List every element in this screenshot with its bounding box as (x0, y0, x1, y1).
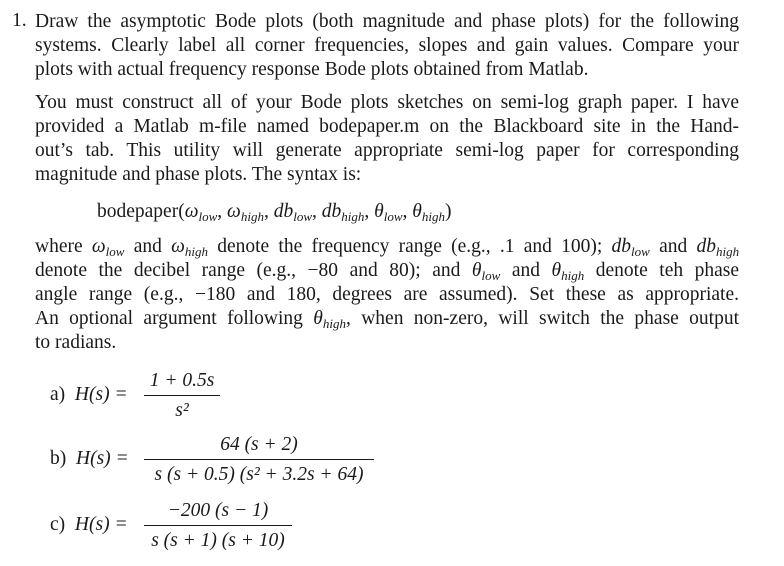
intro-line-1: Draw the asymptotic Bode plots (both magnitude and phase plots) for the following (35, 11, 739, 32)
system-b-label: b) H(s) = (50, 448, 129, 469)
para3-line-3: angle range (e.g., −180 and 180, degrees are assumed). Set these as appropriate. (35, 284, 739, 305)
system-c-denominator: s (s + 1) (s + 10) (151, 530, 285, 552)
system-c-label: c) H(s) = (50, 514, 128, 535)
system-b-denominator: s (s + 0.5) (s² + 3.2s + 64) (154, 464, 364, 486)
para2-line-4: magnitude and phase plots. The syntax is: (35, 164, 362, 185)
para2-line-2: provided a Matlab m-file named bodepaper.m on the Blackboard site in the Hand- (35, 116, 739, 137)
system-a-label: a) H(s) = (50, 384, 128, 405)
para3-line-1: where $\omega_{low}$ and $\omega_{high}$ denote the frequency range (e.g., .1 and 100); $db_{low}$ and $db_{high}$ (35, 236, 740, 259)
problem-number: 1. (12, 10, 27, 31)
intro-line-2: systems. Clearly label all corner frequencies, slopes and gain values. Compare your (35, 35, 739, 56)
para2-line-1: You must construct all of your Bode plots sketches on semi-log graph paper. I have (35, 92, 739, 113)
intro-line-3: plots with actual frequency response Bode plots obtained from Matlab. (35, 59, 589, 80)
system-a-numerator: 1 + 0.5s (149, 370, 215, 391)
para2-line-3: out’s tab. This utility will generate appropriate semi-log paper for corresponding (35, 140, 739, 161)
system-a-fraction (144, 369, 220, 423)
system-a-denominator: s² (175, 400, 189, 422)
system-b-fraction (144, 433, 374, 487)
para3-line-5: to radians. (35, 332, 117, 353)
system-b-numerator: 64 (s + 2) (220, 434, 298, 455)
system-c-fraction (144, 499, 292, 553)
system-c-numerator: −200 (s − 1) (167, 500, 269, 521)
syntax-line: $bodepaper(\omega_{low}$, $\omega_{high}$, $db_{low}$, $db_{high}$, $\theta_{low}$, $\theta_{high}$) (97, 201, 452, 224)
para3-line-4: An optional argument following $\theta_{high}$, when non-zero, will switch the phase output (35, 308, 740, 331)
syntax-function-name: bodepaper (97, 201, 179, 222)
para3-line-2: denote the decibel range (e.g., −80 and 80); and $\theta_{low}$ and $\theta_{high}$ denote teh phase (35, 260, 740, 283)
